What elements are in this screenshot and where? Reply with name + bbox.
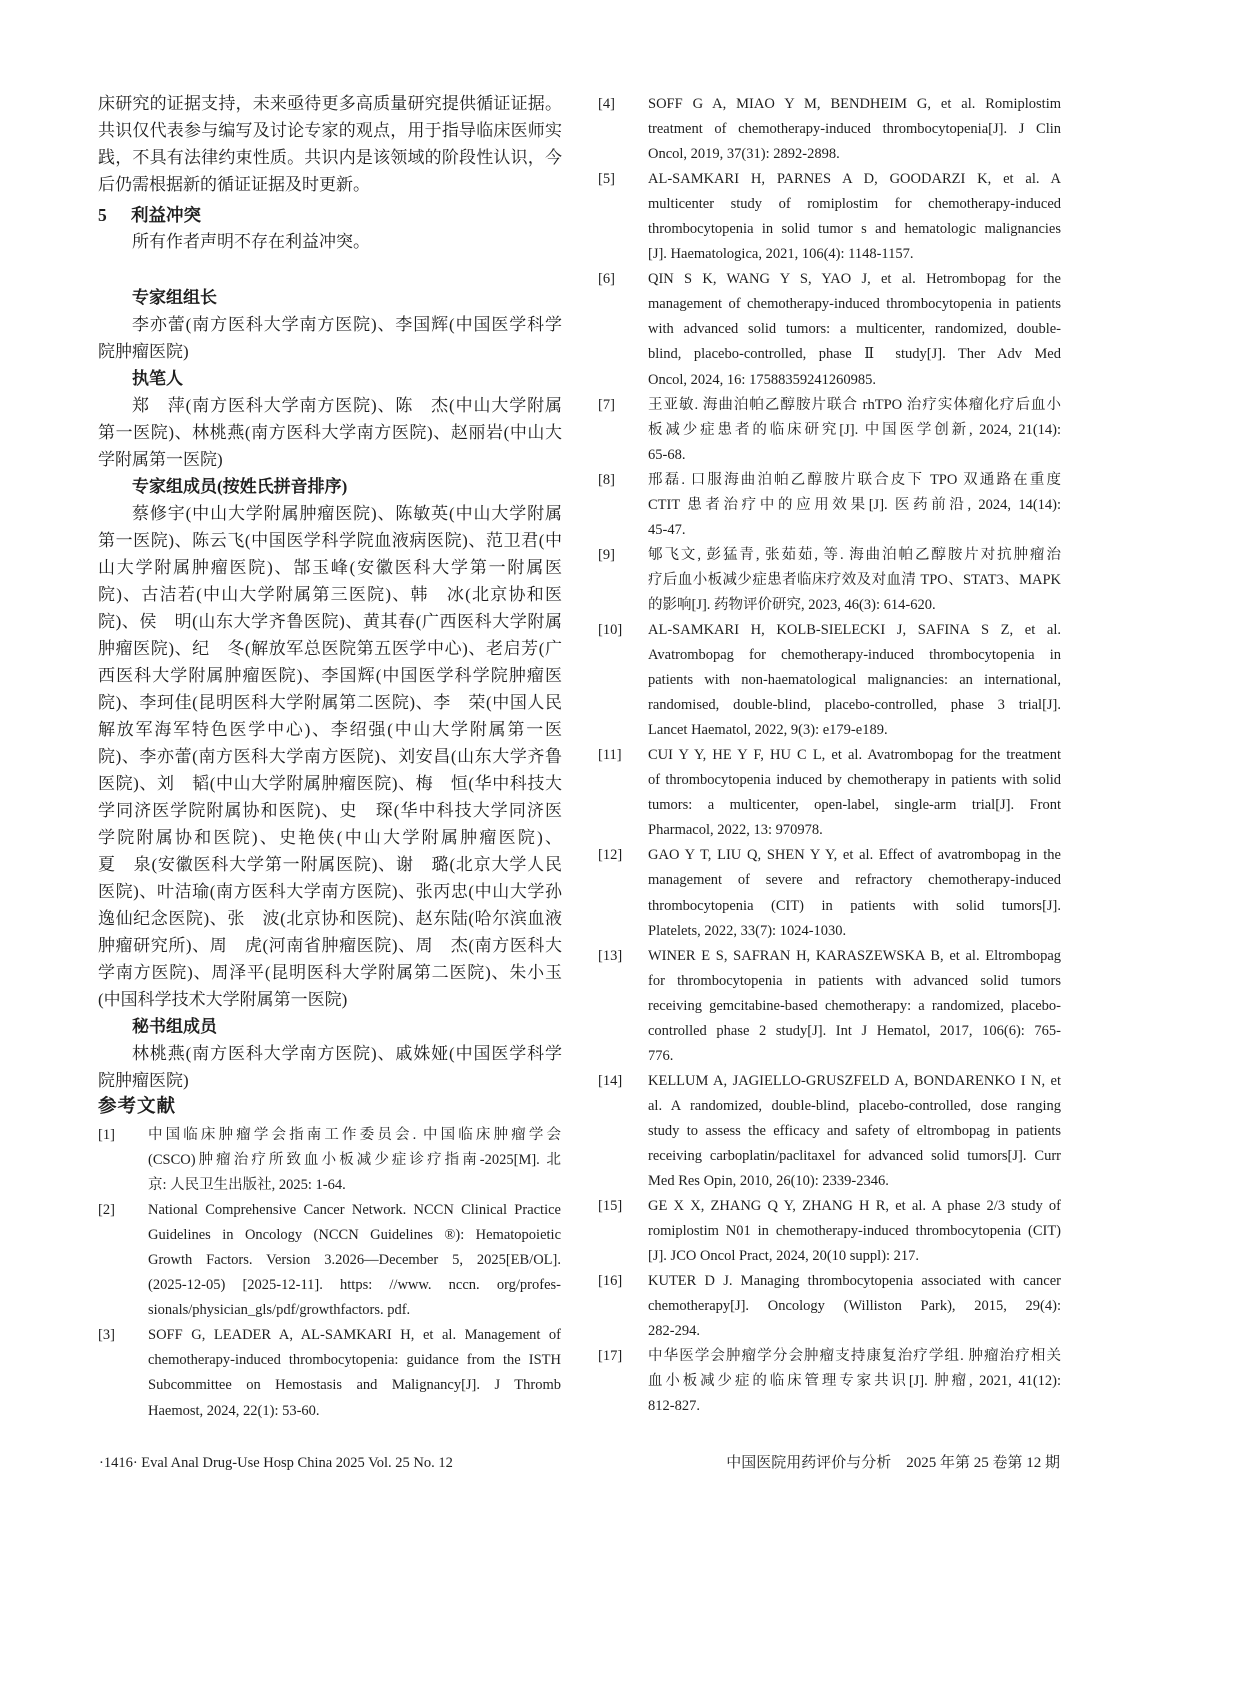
section-number: 5 bbox=[98, 205, 107, 225]
contributor-line: 院肿瘤医院) bbox=[98, 342, 189, 361]
reference-number: [14] bbox=[598, 1072, 623, 1089]
contributor-line: 学同济医学院附属协和医院)、史 琛(华中科技大学同济医 bbox=[98, 801, 562, 820]
contributor-line: 医院)、叶洁瑜(南方医科大学南方医院)、张丙忠(中山大学孙 bbox=[98, 882, 562, 901]
reference-line: patients with non-haematological malignancies: an international, bbox=[648, 672, 1061, 689]
reference-line: KELLUM A, JAGIELLO-GRUSZFELD A, BONDARENKO I N, et bbox=[648, 1072, 1061, 1089]
contributor-line: 学院附属协和医院)、史艳侠(中山大学附属肿瘤医院)、 bbox=[98, 828, 562, 847]
references-list-left bbox=[98, 1123, 561, 1424]
reference-line: 疗后血小板减少症患者临床疗效及对血清 TPO、STAT3、MAPK bbox=[648, 571, 1061, 588]
reference-line: GE X X, ZHANG Q Y, ZHANG H R, et al. A phase 2/3 study of bbox=[648, 1198, 1061, 1215]
contributor-line: (中国科学技术大学附属第一医院) bbox=[98, 990, 348, 1009]
reference-line: 的影响[J]. 药物评价研究, 2023, 46(3): 614-620. bbox=[648, 596, 936, 613]
contributor-line: 逸仙纪念医院)、张 波(北京协和医院)、赵东陆(哈尔滨血液 bbox=[98, 909, 562, 928]
contributor-heading: 专家组成员(按姓氏拼音排序) bbox=[132, 477, 348, 496]
contributor-group bbox=[98, 365, 562, 473]
reference-line: chemotherapy[J]. Oncology (Williston Park), 2015, 29(4): bbox=[648, 1298, 1061, 1315]
contributor-group bbox=[98, 284, 562, 365]
contributor-line: 肿瘤医院)、纪 冬(解放军总医院第五医学中心)、老启芳(广 bbox=[98, 639, 562, 658]
contributor-line: 第一医院)、林桃燕(南方医科大学南方医院)、赵丽岩(中山大 bbox=[98, 423, 562, 442]
reference-number: [12] bbox=[598, 847, 623, 864]
reference-body bbox=[648, 393, 1061, 468]
reference-line: WINER E S, SAFRAN H, KARASZEWSKA B, et al. Eltrombopag bbox=[648, 947, 1061, 964]
reference-item bbox=[598, 92, 1061, 167]
contributor-line: 山大学附属肿瘤医院)、郜玉峰(安徽医科大学第一附属医 bbox=[98, 558, 562, 577]
reference-line: AL-SAMKARI H, PARNES A D, GOODARZI K, et al. A bbox=[648, 171, 1061, 188]
reference-number: [2] bbox=[98, 1202, 115, 1219]
reference-number: [13] bbox=[598, 947, 623, 964]
reference-line: for thrombocytopenia in patients with advanced solid tumors bbox=[648, 972, 1061, 989]
reference-line: CTIT 患者治疗中的应用效果[J]. 医药前沿, 2024, 14(14): bbox=[648, 496, 1061, 513]
reference-line: 812-827. bbox=[648, 1398, 700, 1415]
contributor-line: 解放军海军特色医学中心)、李绍强(中山大学附属第一医 bbox=[98, 720, 562, 739]
conflict-statement bbox=[98, 228, 562, 255]
contributor-heading: 执笔人 bbox=[132, 369, 183, 388]
reference-line: 776. bbox=[648, 1047, 674, 1064]
reference-line: 中华医学会肿瘤学分会肿瘤支持康复治疗学组. 肿瘤治疗相关 bbox=[648, 1348, 1061, 1365]
reference-line: 郇飞文, 彭猛青, 张茹茹, 等. 海曲泊帕乙醇胺片对抗肿瘤治 bbox=[648, 546, 1061, 563]
reference-item bbox=[598, 944, 1061, 1069]
footer-journal-english: ·1416· Eval Anal Drug-Use Hosp China 2025 Vol. 25 No. 12 bbox=[99, 1455, 453, 1471]
contributor-line: 夏 泉(安徽医科大学第一附属医院)、谢 璐(北京大学人民 bbox=[98, 855, 562, 874]
contributor-line: 肿瘤研究所)、周 虎(河南省肿瘤医院)、周 杰(南方医科大 bbox=[98, 936, 562, 955]
reference-line: 65-68. bbox=[648, 446, 686, 463]
reference-line: thrombocytopenia in solid tumor s and hematologic malignancies bbox=[648, 221, 1061, 238]
reference-line: thrombocytopenia (CIT) in patients with solid tumors[J]. bbox=[648, 897, 1061, 914]
reference-number: [1] bbox=[98, 1127, 115, 1143]
reference-line: 板减少症患者的临床研究[J]. 中国医学创新, 2024, 21(14): bbox=[648, 421, 1061, 438]
reference-item bbox=[598, 393, 1061, 468]
reference-body bbox=[648, 468, 1061, 543]
reference-number: [11] bbox=[598, 747, 622, 764]
reference-item bbox=[598, 167, 1061, 267]
reference-item bbox=[598, 543, 1061, 618]
contributor-line: 院)、李珂佳(昆明医科大学附属第二医院)、李 荣(中国人民 bbox=[98, 693, 562, 712]
reference-line: tumors: a multicenter, open-label, single-arm trial[J]. Front bbox=[648, 797, 1061, 814]
reference-line: [J]. JCO Oncol Pract, 2024, 20(10 suppl): 217. bbox=[648, 1248, 920, 1265]
reference-body bbox=[648, 743, 1061, 843]
contributors-section bbox=[98, 284, 562, 1121]
footer-journal-chinese: 中国医院用药评价与分析 2025 年第 25 卷第 12 期 bbox=[726, 1455, 1060, 1471]
contributor-line: 院)、侯 明(山东大学齐鲁医院)、黄其春(广西医科大学附属 bbox=[98, 612, 562, 631]
reference-line: SOFF G, LEADER A, AL-SAMKARI H, et al. Management of bbox=[148, 1327, 561, 1344]
reference-line: Subcommittee on Hemostasis and Malignancy[J]. J Thromb bbox=[148, 1377, 561, 1394]
reference-line: randomised, double-blind, placebo-controlled, phase 3 trial[J]. bbox=[648, 697, 1061, 714]
reference-number: [17] bbox=[598, 1348, 623, 1365]
reference-line: of thrombocytopenia induced by chemotherapy in patients with solid bbox=[648, 772, 1061, 789]
contributor-line: 李亦蕾(南方医科大学南方医院)、李国辉(中国医学科学 bbox=[132, 315, 562, 334]
reference-line: 血小板减少症的临床管理专家共识[J]. 肿瘤, 2021, 41(12): bbox=[648, 1373, 1061, 1390]
contributor-line: 院肿瘤医院) bbox=[98, 1071, 189, 1090]
reference-line: Platelets, 2022, 33(7): 1024-1030. bbox=[648, 922, 847, 939]
reference-body bbox=[648, 167, 1061, 267]
reference-body bbox=[648, 92, 1061, 167]
reference-line: 282-294. bbox=[648, 1323, 700, 1340]
reference-number: [5] bbox=[598, 171, 615, 188]
reference-line: sionals/physician_gls/pdf/growthfactors. pdf. bbox=[148, 1302, 411, 1319]
reference-line: receiving carboplatin/paclitaxel for advanced solid tumors[J]. Curr bbox=[648, 1147, 1061, 1164]
references-heading: 参考文献 bbox=[98, 1097, 177, 1117]
reference-line: chemotherapy-induced thrombocytopenia: guidance from the ISTH bbox=[148, 1352, 561, 1369]
contributor-line: 院)、李亦蕾(南方医科大学南方医院)、刘安昌(山东大学齐鲁 bbox=[98, 747, 562, 766]
reference-line: multicenter study of romiplostim for chemotherapy-induced bbox=[648, 196, 1061, 213]
contributor-line: 郑 萍(南方医科大学南方医院)、陈 杰(中山大学附属 bbox=[132, 396, 562, 415]
reference-line: 中国临床肿瘤学会指南工作委员会. 中国临床肿瘤学会 bbox=[148, 1127, 561, 1143]
section-heading bbox=[98, 202, 562, 229]
reference-line: Oncol, 2019, 37(31): 2892-2898. bbox=[648, 146, 840, 163]
reference-line: Lancet Haematol, 2022, 9(3): e179-e189. bbox=[648, 722, 888, 739]
reference-number: [10] bbox=[598, 621, 623, 638]
reference-body bbox=[648, 843, 1061, 943]
reference-item bbox=[598, 843, 1061, 943]
reference-body bbox=[648, 267, 1061, 392]
reference-line: GAO Y T, LIU Q, SHEN Y Y, et al. Effect of avatrombopag in the bbox=[648, 847, 1061, 864]
reference-item bbox=[98, 1198, 561, 1323]
reference-number: [16] bbox=[598, 1273, 623, 1290]
reference-line: Pharmacol, 2022, 13: 970978. bbox=[648, 822, 823, 839]
reference-item bbox=[98, 1123, 561, 1198]
reference-line: SOFF G A, MIAO Y M, BENDHEIM G, et al. Romiplostim bbox=[648, 96, 1061, 112]
contributor-heading: 专家组组长 bbox=[132, 288, 217, 307]
reference-line: QIN S K, WANG Y S, YAO J, et al. Hetrombopag for the bbox=[648, 271, 1061, 288]
reference-line: KUTER D J. Managing thrombocytopenia associated with cancer bbox=[648, 1273, 1061, 1290]
reference-number: [4] bbox=[598, 96, 615, 112]
reference-item bbox=[598, 1344, 1061, 1419]
reference-line: (2025-12-05) [2025-12-11]. https: //www. nccn. org/profes- bbox=[148, 1277, 561, 1294]
reference-line: romiplostim N01 in chemotherapy-induced thrombocytopenia (CIT) bbox=[648, 1223, 1061, 1240]
reference-body bbox=[148, 1323, 561, 1423]
reference-line: Haemost, 2024, 22(1): 53-60. bbox=[148, 1402, 320, 1419]
reference-item bbox=[598, 743, 1061, 843]
contributor-group bbox=[98, 1013, 562, 1094]
reference-line: CUI Y Y, HE Y F, HU C L, et al. Avatrombopag for the treatment bbox=[648, 747, 1061, 764]
reference-body bbox=[148, 1123, 561, 1198]
reference-line: Oncol, 2024, 16: 17588359241260985. bbox=[648, 371, 876, 388]
contributor-line: 院)、古洁若(中山大学附属第三医院)、韩 冰(北京协和医 bbox=[98, 585, 562, 604]
reference-number: [7] bbox=[598, 396, 615, 413]
reference-item bbox=[598, 1069, 1061, 1194]
reference-line: receiving gemcitabine-based chemotherapy: a randomized, placebo- bbox=[648, 997, 1061, 1014]
contributor-line: 林桃燕(南方医科大学南方医院)、戚姝娅(中国医学科学 bbox=[132, 1044, 562, 1063]
reference-item bbox=[598, 267, 1061, 392]
reference-line: treatment of chemotherapy-induced thrombocytopenia[J]. J Clin bbox=[648, 121, 1061, 138]
conflict-text: 所有作者声明不存在利益冲突。 bbox=[132, 232, 370, 251]
contributor-line: 蔡修宇(中山大学附属肿瘤医院)、陈敏英(中山大学附属 bbox=[132, 504, 562, 523]
conclusion-paragraph bbox=[98, 90, 562, 198]
reference-line: 王亚敏. 海曲泊帕乙醇胺片联合 rhTPO 治疗实体瘤化疗后血小 bbox=[648, 396, 1061, 413]
reference-body bbox=[648, 1344, 1061, 1419]
contributor-group bbox=[98, 473, 562, 1013]
contributor-line: 第一医院)、陈云飞(中国医学科学院血液病医院)、范卫君(中 bbox=[98, 531, 562, 550]
reference-line: AL-SAMKARI H, KOLB-SIELECKI J, SAFINA S Z, et al. bbox=[648, 621, 1061, 638]
reference-body bbox=[648, 1269, 1061, 1344]
reference-body bbox=[648, 1194, 1061, 1269]
reference-line: with advanced solid tumors: a multicenter, randomized, double- bbox=[648, 321, 1061, 338]
reference-line: (CSCO)肿瘤治疗所致血小板减少症诊疗指南-2025[M]. 北 bbox=[148, 1152, 561, 1169]
reference-line: management of chemotherapy-induced thrombocytopenia in patients bbox=[648, 296, 1061, 313]
reference-item bbox=[598, 1194, 1061, 1269]
reference-line: blind, placebo-controlled, phase Ⅱ study[J]. Ther Adv Med bbox=[648, 346, 1061, 363]
paragraph-line: 践，不具有法律约束性质。共识内是该领域的阶段性认识，今 bbox=[98, 148, 562, 167]
reference-line: al. A randomized, double-blind, placebo-controlled, dose ranging bbox=[648, 1097, 1061, 1114]
reference-number: [3] bbox=[98, 1327, 115, 1344]
section-title: 利益冲突 bbox=[131, 205, 201, 225]
paragraph-line: 共识仅代表参与编写及讨论专家的观点，用于指导临床医师实 bbox=[98, 121, 562, 140]
reference-line: management of severe and refractory chemotherapy-induced bbox=[648, 872, 1061, 889]
reference-line: 邢磊. 口服海曲泊帕乙醇胺片联合皮下 TPO 双通路在重度 bbox=[648, 471, 1061, 488]
contributor-line: 西医科大学附属肿瘤医院)、李国辉(中国医学科学院肿瘤医 bbox=[98, 666, 562, 685]
contributor-line: 学附属第一医院) bbox=[98, 450, 223, 469]
reference-line: Guidelines in Oncology (NCCN Guidelines ®): Hematopoietic bbox=[148, 1227, 561, 1244]
reference-line: Avatrombopag for chemotherapy-induced thrombocytopenia in bbox=[648, 647, 1061, 664]
reference-item bbox=[598, 618, 1061, 743]
reference-body bbox=[648, 543, 1061, 618]
reference-line: National Comprehensive Cancer Network. NCCN Clinical Practice bbox=[148, 1202, 561, 1219]
reference-line: Growth Factors. Version 3.2026—December 5, 2025[EB/OL]. bbox=[148, 1252, 561, 1269]
reference-item bbox=[598, 1269, 1061, 1344]
paragraph-line: 床研究的证据支持，未来亟待更多高质量研究提供循证证据。 bbox=[98, 94, 562, 113]
contributor-line: 学南方医院)、周泽平(昆明医科大学附属第二医院)、朱小玉 bbox=[98, 963, 562, 982]
reference-number: [15] bbox=[598, 1198, 623, 1215]
reference-line: Med Res Opin, 2010, 26(10): 2339-2346. bbox=[648, 1173, 889, 1190]
reference-number: [8] bbox=[598, 471, 615, 488]
reference-body bbox=[648, 618, 1061, 743]
reference-item bbox=[598, 468, 1061, 543]
reference-line: [J]. Haematologica, 2021, 106(4): 1148-1157. bbox=[648, 246, 914, 263]
reference-line: controlled phase 2 study[J]. Int J Hematol, 2017, 106(6): 765- bbox=[648, 1022, 1061, 1039]
reference-line: study to assess the efficacy and safety of eltrombopag in patients bbox=[648, 1122, 1061, 1139]
references-list-right bbox=[598, 92, 1061, 1419]
paragraph-line: 后仍需根据新的循证证据及时更新。 bbox=[98, 175, 370, 194]
reference-line: 45-47. bbox=[648, 521, 686, 538]
contributor-heading: 秘书组成员 bbox=[132, 1017, 217, 1036]
reference-body bbox=[148, 1198, 561, 1323]
contributor-line: 医院)、刘 韬(中山大学附属肿瘤医院)、梅 恒(华中科技大 bbox=[98, 774, 562, 793]
reference-item bbox=[98, 1323, 561, 1423]
reference-number: [6] bbox=[598, 271, 615, 288]
reference-line: 京: 人民卫生出版社, 2025: 1-64. bbox=[148, 1177, 346, 1194]
reference-number: [9] bbox=[598, 546, 615, 563]
reference-body bbox=[648, 944, 1061, 1069]
reference-body bbox=[648, 1069, 1061, 1194]
